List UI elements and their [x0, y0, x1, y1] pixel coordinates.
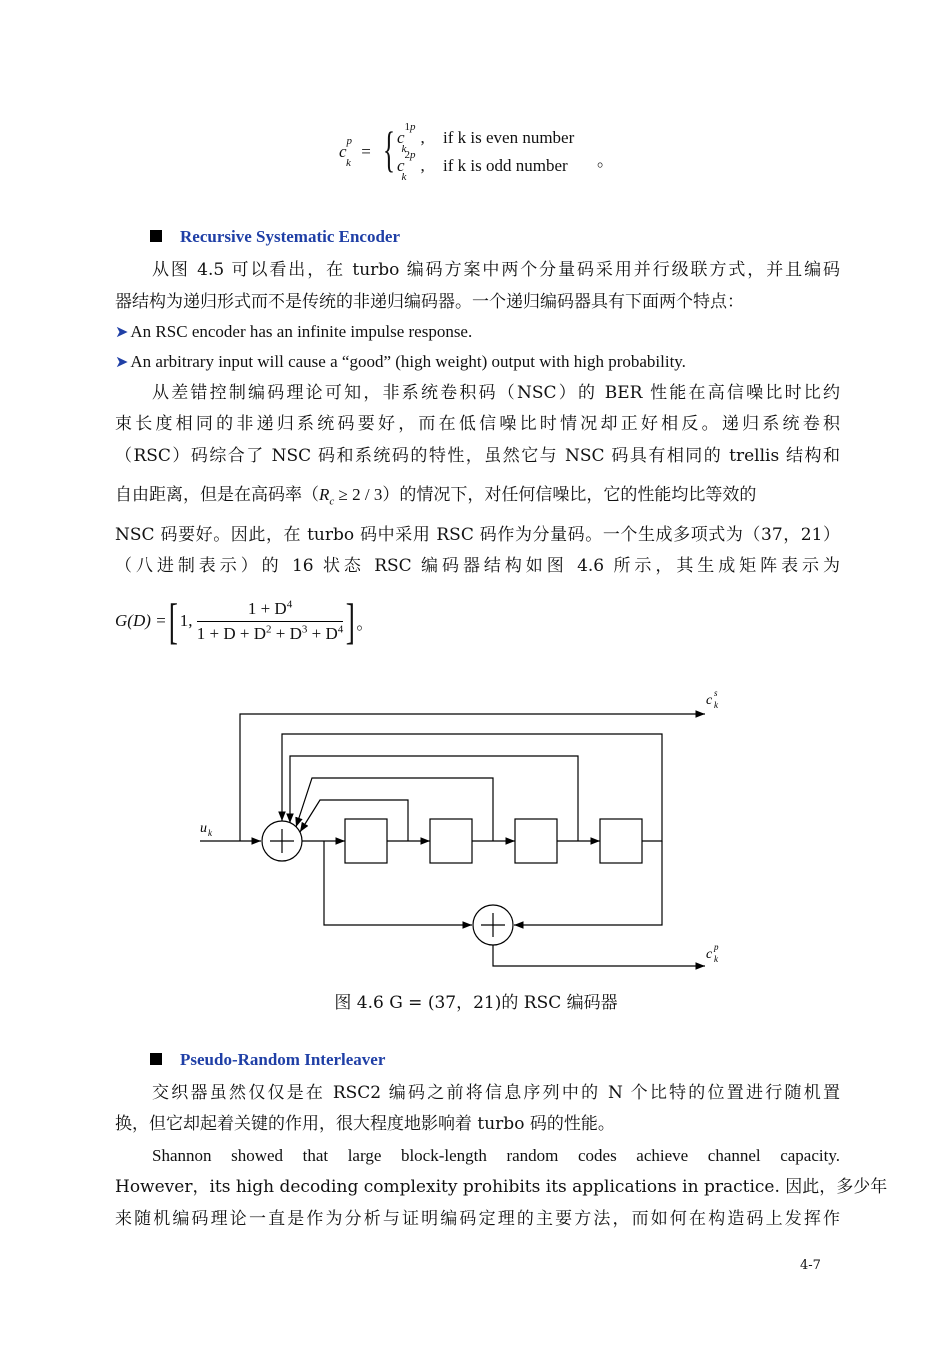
- arrow-bullet-icon: ➤: [115, 324, 129, 341]
- para2-line5: NSC 码要好。因此，在 turbo 码中采用 RSC 码作为分量码。一个生成多项式为（37，21）: [115, 525, 840, 545]
- s2-para1-line2: 换，但它却起着关键的作用，很大程度地影响着 turbo 码的性能。: [115, 1114, 615, 1134]
- bullet-item-1: ➤ An RSC encoder has an infinite impulse response.: [115, 322, 473, 341]
- svg-text:p: p: [714, 942, 719, 952]
- bullet-square-icon: [150, 1053, 162, 1065]
- s2-para2-line2: However，its high decoding complexity prohibits its applications in practice. 因此，多少年: [115, 1177, 888, 1197]
- para2-line1: 从差错控制编码理论可知，非系统卷积码（NSC）的 BER 性能在高信噪比时比约: [152, 383, 840, 403]
- rsc-encoder-diagram: [0, 680, 952, 980]
- svg-text:s: s: [714, 688, 718, 698]
- page-number: 4-7: [800, 1258, 821, 1273]
- parity-label-ckp: c: [706, 947, 713, 962]
- para2-line2: 束长度相同的非递归系统码要好，而在低信噪比时情况却正好相反。递归系统卷积: [115, 414, 840, 434]
- eq-brace: {: [383, 121, 395, 177]
- feedback-line-1: [300, 800, 408, 841]
- bullet-square-icon: [150, 230, 162, 242]
- figure-caption: 图 4.6 G = (37，21)的 RSC 编码器: [334, 993, 618, 1013]
- eq-case1-expr: $c^{1p}_k$,: [397, 121, 425, 156]
- rate-condition: $R_c \ge 2 / 3$: [319, 485, 383, 508]
- input-label-uk: u: [200, 821, 207, 836]
- arrow-bullet-icon: ➤: [115, 354, 129, 371]
- eq-lhs: $c^p_k$ =: [339, 135, 371, 170]
- para2-line3: （RSC）码综合了 NSC 码和系统码的特性，虽然它与 NSC 码具有相同的 trellis 结构和: [115, 446, 840, 466]
- eq-case2-expr: $c^{2p}_k$,: [397, 149, 425, 184]
- generator-fraction: $\frac{1 + D^4}{1 + D + D^2 + D^3 + D^4}$: [196, 597, 344, 643]
- parity-output-line: [493, 945, 705, 966]
- feedforward-line-in: [324, 841, 472, 925]
- shift-register-4: [600, 819, 642, 863]
- equation-ckp: [335, 121, 635, 184]
- s2-para2-line1: Shannon showed that large block-length random codes achieve channel capacity.: [152, 1146, 840, 1165]
- eq-end-mark: 。: [597, 151, 614, 170]
- svg-text:k: k: [208, 828, 212, 838]
- shift-register-2: [430, 819, 472, 863]
- shift-register-3: [515, 819, 557, 863]
- generator-matrix-equation: G(D) = [ 1, $\frac{1 + D^4}{1 + D + D^2 + D^3 + D^4}$ ] 。: [115, 593, 374, 649]
- s2-para2-line3: 来随机编码理论一直是作为分析与证明编码定理的主要方法，而如何在构造码上发挥作: [115, 1209, 840, 1229]
- bullet-item-2: ➤ An arbitrary input will cause a “good” (high weight) output with high probability.: [115, 352, 686, 371]
- feedforward-line-out: [514, 841, 662, 925]
- para2-line4: 自由距离，但是在高码率$(R_c \ge 2 / 3)$的情况下，对任何信噪比，它的性能均比等效的: [115, 485, 757, 508]
- svg-text:k: k: [714, 954, 718, 964]
- section-heading-rse: Recursive Systematic Encoder: [150, 227, 400, 247]
- section-heading-interleaver: Pseudo-Random Interleaver: [150, 1050, 385, 1070]
- feedback-line-3: [290, 756, 578, 841]
- para1-line2: 器结构为递归形式而不是传统的非递归编码器。一个递归编码器具有下面两个特点：: [115, 292, 744, 312]
- eq-case2-cond: if k is odd number: [443, 156, 568, 175]
- eq-case1-cond: if k is even number: [443, 128, 575, 147]
- svg-text:k: k: [714, 700, 718, 710]
- para1-line1: 从图 4.5 可以看出，在 turbo 编码方案中两个分量码采用并行级联方式，并且编码: [152, 260, 840, 280]
- para2-line6: （八进制表示）的 16 状态 RSC 编码器结构如图 4.6 所示，其生成矩阵表示为: [115, 556, 840, 576]
- shift-register-1: [345, 819, 387, 863]
- systematic-label-cks: c: [706, 693, 713, 708]
- feedback-line-2: [296, 778, 493, 841]
- s2-para1-line1: 交织器虽然仅仅是在 RSC2 编码之前将信息序列中的 N 个比特的位置进行随机置: [152, 1083, 840, 1103]
